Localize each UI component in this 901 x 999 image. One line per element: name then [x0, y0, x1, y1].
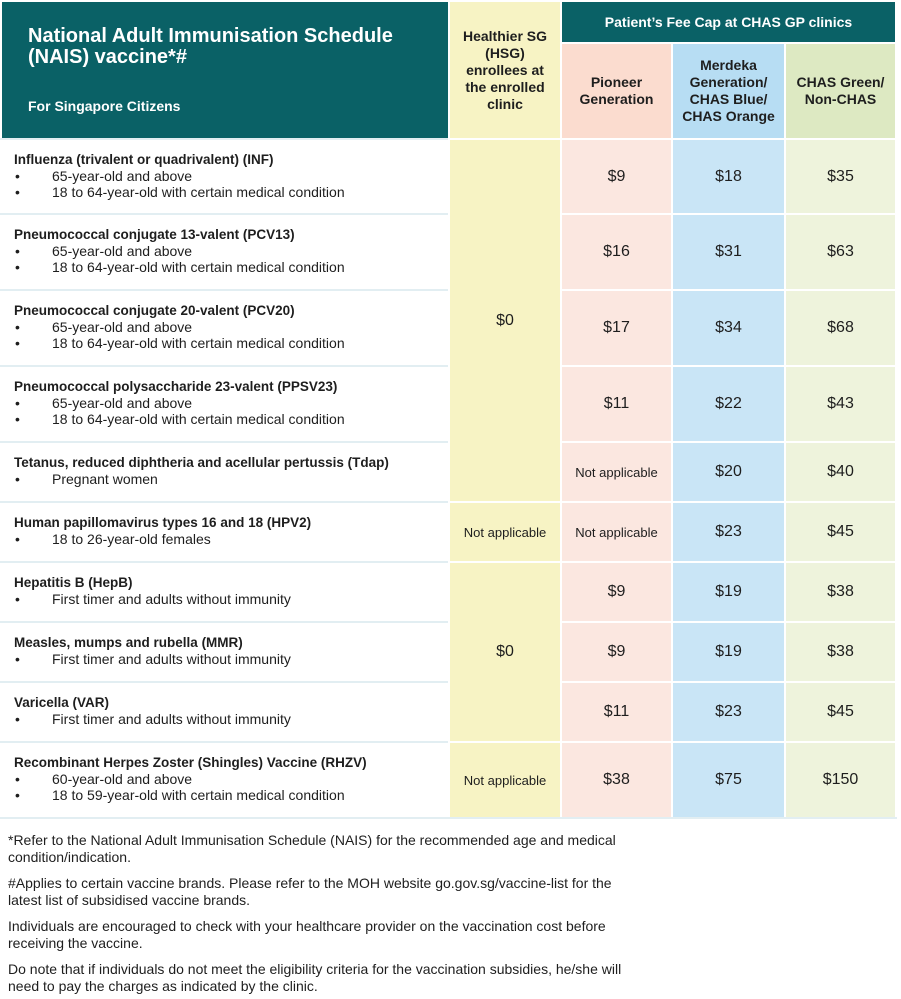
eligibility-text: First timer and adults without immunity	[52, 711, 291, 727]
merdeka-fee-cell: $18	[673, 140, 784, 213]
eligibility-text: 18 to 64-year-old with certain medical condition	[52, 411, 345, 427]
merdeka-fee-cell: $23	[673, 683, 784, 741]
bullet-icon: •	[15, 395, 20, 411]
eligibility-text: 18 to 64-year-old with certain medical condition	[52, 259, 345, 275]
green-fee-cell: $35	[786, 140, 895, 213]
eligibility-text: Pregnant women	[52, 471, 158, 487]
merdeka-fee-cell: $23	[673, 503, 784, 561]
table-title-header	[2, 2, 448, 138]
green-fee-cell: $150	[786, 743, 895, 817]
hsg-not-applicable: Not applicable	[450, 743, 560, 817]
vaccine-cell	[2, 743, 448, 817]
green-fee-cell: $43	[786, 367, 895, 441]
eligibility-item	[14, 471, 448, 487]
vaccine-name: Recombinant Herpes Zoster (Shingles) Vaccine (RHZV)	[14, 755, 367, 770]
vaccine-cell	[2, 683, 448, 741]
eligibility-item	[14, 787, 448, 803]
page-title: National Adult Immunisation Schedule (NAIS) vaccine*#	[28, 25, 393, 68]
pioneer-fee-cell: $17	[562, 291, 671, 365]
merdeka-fee-cell: $19	[673, 563, 784, 621]
row-divider	[0, 138, 448, 140]
eligibility-item	[14, 395, 448, 411]
pioneer-fee-cell: $16	[562, 215, 671, 289]
bullet-icon: •	[15, 184, 20, 200]
hsg-fee-cell: $0	[450, 563, 560, 741]
eligibility-item	[14, 168, 448, 184]
row-divider	[0, 289, 448, 291]
row-divider	[0, 621, 448, 623]
vaccine-name: Tetanus, reduced diphtheria and acellular pertussis (Tdap)	[14, 455, 389, 470]
merdeka-fee-cell: $22	[673, 367, 784, 441]
eligibility-item	[14, 335, 448, 351]
green-fee-cell: $68	[786, 291, 895, 365]
pioneer-column-header: Pioneer Generation	[562, 44, 671, 138]
row-divider	[0, 681, 448, 683]
eligibility-text: First timer and adults without immunity	[52, 651, 291, 667]
row-divider	[0, 213, 448, 215]
footnote-vaccine-brands: #Applies to certain vaccine brands. Please refer to the MOH website go.gov.sg/vaccine-list for the latest list of subsidised vaccine brands.	[8, 875, 612, 908]
bullet-icon: •	[15, 243, 20, 259]
vaccine-name: Pneumococcal conjugate 20-valent (PCV20)	[14, 303, 295, 318]
footnote-age-condition: *Refer to the National Adult Immunisation Schedule (NAIS) for the recommended age and medical condition/indication.	[8, 832, 616, 865]
eligibility-item	[14, 711, 448, 727]
green-fee-cell: $38	[786, 623, 895, 681]
vaccine-name: Varicella (VAR)	[14, 695, 110, 710]
vaccine-cell	[2, 503, 448, 561]
merdeka-fee-cell: $34	[673, 291, 784, 365]
pioneer-fee-cell: Not applicable	[562, 443, 671, 501]
vaccine-cell	[2, 367, 448, 441]
row-divider	[0, 441, 448, 443]
pioneer-fee-cell: $9	[562, 140, 671, 213]
eligibility-text: 65-year-old and above	[52, 168, 193, 184]
green-fee-cell: $63	[786, 215, 895, 289]
bullet-icon: •	[15, 771, 20, 787]
hsg-not-applicable: Not applicable	[450, 503, 560, 561]
eligibility-text: 65-year-old and above	[52, 319, 193, 335]
bullet-icon: •	[15, 319, 20, 335]
eligibility-text: 60-year-old and above	[52, 771, 193, 787]
row-divider	[0, 365, 448, 367]
page-subtitle: For Singapore Citizens	[28, 98, 181, 114]
bullet-icon: •	[15, 411, 20, 427]
row-divider	[0, 501, 448, 503]
eligibility-text: 65-year-old and above	[52, 243, 193, 259]
eligibility-item	[14, 184, 448, 200]
bullet-icon: •	[15, 259, 20, 275]
eligibility-text: First timer and adults without immunity	[52, 591, 291, 607]
hsg-fee-cell: $0	[450, 140, 560, 501]
bullet-icon: •	[15, 651, 20, 667]
eligibility-item	[14, 531, 448, 547]
eligibility-item	[14, 243, 448, 259]
eligibility-text: 65-year-old and above	[52, 395, 193, 411]
bullet-icon: •	[15, 531, 20, 547]
merdeka-column-header: Merdeka Generation/ CHAS Blue/ CHAS Orange	[673, 44, 784, 138]
footnote-eligibility: Do note that if individuals do not meet the eligibility criteria for the vaccination subsidies, he/she will need to pay the charges as indicated by the clinic.	[8, 961, 622, 994]
eligibility-item	[14, 319, 448, 335]
eligibility-text: 18 to 59-year-old with certain medical condition	[52, 787, 345, 803]
bullet-icon: •	[15, 591, 20, 607]
footnote-check-provider: Individuals are encouraged to check with your healthcare provider on the vaccination cost before receiving the vaccine.	[8, 918, 606, 951]
green-fee-cell: $40	[786, 443, 895, 501]
merdeka-fee-cell: $31	[673, 215, 784, 289]
eligibility-item	[14, 411, 448, 427]
green-fee-cell: $38	[786, 563, 895, 621]
vaccine-cell	[2, 563, 448, 621]
bullet-icon: •	[15, 168, 20, 184]
row-divider	[0, 817, 897, 819]
vaccine-name: Pneumococcal polysaccharide 23-valent (PPSV23)	[14, 379, 338, 394]
vaccine-name: Pneumococcal conjugate 13-valent (PCV13)	[14, 227, 295, 242]
vaccine-name: Human papillomavirus types 16 and 18 (HPV2)	[14, 515, 312, 530]
chas-green-column-header: CHAS Green/ Non-CHAS	[786, 44, 895, 138]
row-divider	[0, 741, 448, 743]
eligibility-item	[14, 591, 448, 607]
pioneer-fee-cell: $11	[562, 683, 671, 741]
vaccine-name: Hepatitis B (HepB)	[14, 575, 133, 590]
vaccine-cell	[2, 291, 448, 365]
eligibility-item	[14, 651, 448, 667]
vaccine-cell	[2, 623, 448, 681]
fee-cap-header: Patient’s Fee Cap at CHAS GP clinics	[562, 2, 895, 42]
pioneer-fee-cell: $9	[562, 563, 671, 621]
bullet-icon: •	[15, 471, 20, 487]
bullet-icon: •	[15, 711, 20, 727]
merdeka-fee-cell: $20	[673, 443, 784, 501]
pioneer-fee-cell: $11	[562, 367, 671, 441]
vaccine-cell	[2, 140, 448, 213]
hsg-column-header: Healthier SG (HSG) enrollees at the enrolled clinic	[450, 2, 560, 138]
merdeka-fee-cell: $75	[673, 743, 784, 817]
pioneer-fee-cell: $38	[562, 743, 671, 817]
row-divider	[0, 561, 448, 563]
eligibility-text: 18 to 26-year-old females	[52, 531, 211, 547]
pioneer-fee-cell: Not applicable	[562, 503, 671, 561]
bullet-icon: •	[15, 335, 20, 351]
eligibility-item	[14, 259, 448, 275]
green-fee-cell: $45	[786, 503, 895, 561]
eligibility-item	[14, 771, 448, 787]
eligibility-text: 18 to 64-year-old with certain medical condition	[52, 335, 345, 351]
pioneer-fee-cell: $9	[562, 623, 671, 681]
vaccine-name: Influenza (trivalent or quadrivalent) (INF)	[14, 152, 274, 167]
vaccine-cell	[2, 443, 448, 501]
bullet-icon: •	[15, 787, 20, 803]
vaccine-name: Measles, mumps and rubella (MMR)	[14, 635, 243, 650]
eligibility-text: 18 to 64-year-old with certain medical condition	[52, 184, 345, 200]
vaccine-cell	[2, 215, 448, 289]
green-fee-cell: $45	[786, 683, 895, 741]
merdeka-fee-cell: $19	[673, 623, 784, 681]
